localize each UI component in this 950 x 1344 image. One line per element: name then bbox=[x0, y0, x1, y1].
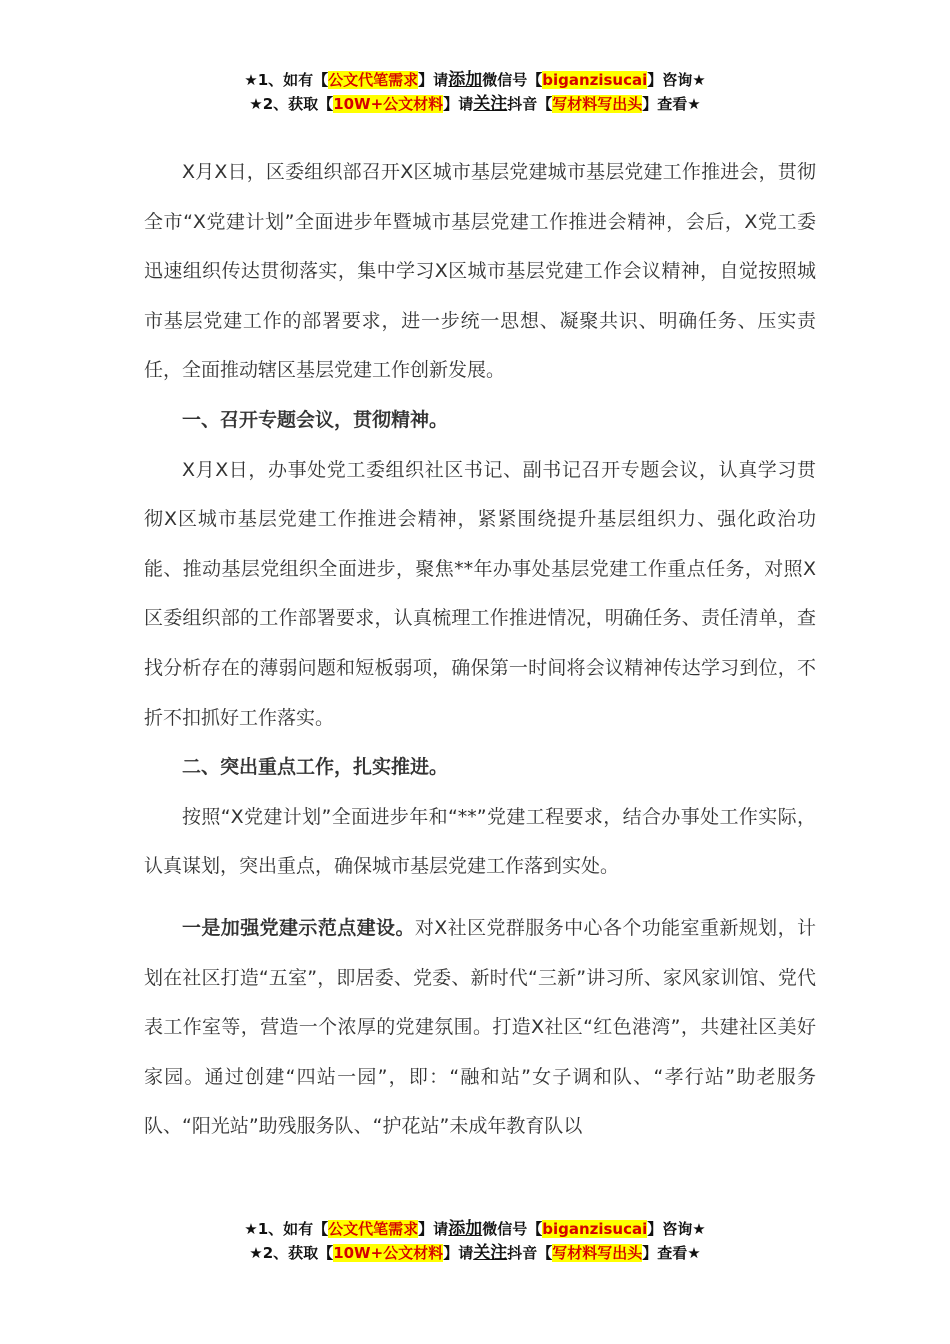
paragraph-demo-site bbox=[144, 904, 816, 1152]
banner-line-2 bbox=[0, 1241, 950, 1265]
paragraph-lead-bold: 一是加强党建示范点建设。 bbox=[182, 916, 415, 939]
banner-text: ★2、获取【 bbox=[249, 1244, 334, 1262]
paragraph-lead-rest: 对X社区党群服务中心各个功能室重新规划，计划在社区打造“五室”，即居委、党委、新时代“三新”讲习所、家风家训馆、党代表工作室等，营造一个浓厚的党建氛围。打造X社区“红色港湾”，共建社区美好家园。通过创建“四站一园”，即：“融和站”女子调和队、“孝行站”助老服务队、“阳光站”助残服务队、“护花站”未成年教育队以 bbox=[144, 916, 816, 1138]
banner-text: ★1、如有【 bbox=[244, 71, 329, 89]
banner-underline: 添加 bbox=[448, 70, 483, 90]
banner-text: 】咨询★ bbox=[647, 1220, 706, 1238]
highlight-douyin: 写材料写出头 bbox=[552, 1244, 643, 1262]
banner-text: 】请 bbox=[418, 1220, 449, 1238]
highlight-service: 公文代笔需求 bbox=[328, 1220, 419, 1238]
banner-underline: 关注 bbox=[473, 94, 508, 114]
banner-text: 】请 bbox=[418, 71, 449, 89]
paragraph-intro: X月X日，区委组织部召开X区城市基层党建城市基层党建工作推进会，贯彻全市“X党建计划”全面进步年暨城市基层党建工作推进会精神，会后，X党工委迅速组织传达贯彻落实，集中学习X区城市基层党建工作会议精神，自觉按照城市基层党建工作的部署要求，进一步统一思想、凝聚共识、明确任务、压实责任，全面推动辖区基层党建工作创新发展。 bbox=[144, 161, 816, 382]
banner-text: 】请 bbox=[443, 95, 474, 113]
promo-banner-bottom bbox=[0, 1217, 950, 1265]
banner-underline: 添加 bbox=[448, 1219, 483, 1239]
banner-text: 】查看★ bbox=[642, 95, 701, 113]
highlight-wechat-id: biganzisucai bbox=[542, 1220, 648, 1238]
document-body bbox=[144, 148, 816, 1152]
banner-text: 微信号【 bbox=[482, 1220, 543, 1238]
promo-banner-top bbox=[0, 68, 950, 116]
highlight-materials: 10W+公文材料 bbox=[333, 1244, 444, 1262]
banner-line-2 bbox=[0, 92, 950, 116]
section-heading-1: 一、召开专题会议，贯彻精神。 bbox=[182, 408, 449, 431]
banner-text: 】请 bbox=[443, 1244, 474, 1262]
paragraph-focus: 按照“X党建计划”全面进步年和“**”党建工程要求，结合办事处工作实际，认真谋划，突出重点，确保城市基层党建工作落到实处。 bbox=[144, 805, 816, 878]
banner-text: 抖音【 bbox=[507, 95, 553, 113]
highlight-wechat-id: biganzisucai bbox=[542, 71, 648, 89]
banner-text: ★1、如有【 bbox=[244, 1220, 329, 1238]
banner-line-1 bbox=[0, 1217, 950, 1241]
paragraph-meeting: X月X日，办事处党工委组织社区书记、副书记召开专题会议，认真学习贯彻X区城市基层党建工作推进会精神，紧紧围绕提升基层组织力、强化政治功能、推动基层党组织全面进步，聚焦**年办事处基层党建工作重点任务，对照X区委组织部的工作部署要求，认真梳理工作推进情况，明确任务、责任清单，查找分析存在的薄弱问题和短板弱项，确保第一时间将会议精神传达学习到位，不折不扣抓好工作落实。 bbox=[144, 458, 816, 729]
banner-text: 抖音【 bbox=[507, 1244, 553, 1262]
section-heading-2: 二、突出重点工作，扎实推进。 bbox=[182, 756, 449, 779]
banner-text: ★2、获取【 bbox=[249, 95, 334, 113]
highlight-douyin: 写材料写出头 bbox=[552, 95, 643, 113]
banner-line-1 bbox=[0, 68, 950, 92]
highlight-materials: 10W+公文材料 bbox=[333, 95, 444, 113]
banner-text: 】查看★ bbox=[642, 1244, 701, 1262]
banner-text: 】咨询★ bbox=[647, 71, 706, 89]
banner-underline: 关注 bbox=[473, 1243, 508, 1263]
banner-text: 微信号【 bbox=[482, 71, 543, 89]
highlight-service: 公文代笔需求 bbox=[328, 71, 419, 89]
